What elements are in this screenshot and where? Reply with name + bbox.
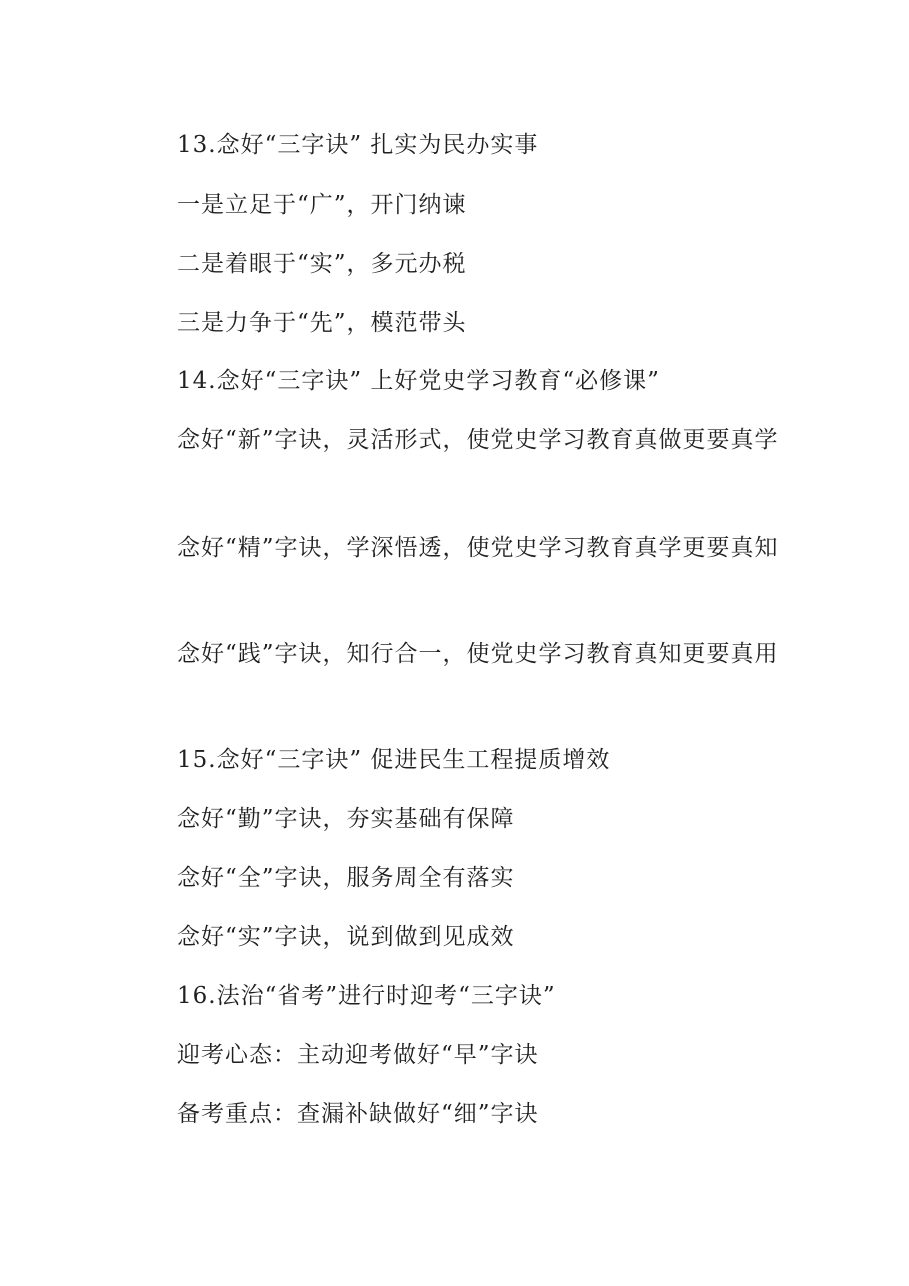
paragraph-14-2: 念好“精”字诀，学深悟透，使党史学习教育真学更要真知 xyxy=(177,535,779,561)
paragraph-13-2: 二是着眼于“实”，多元办税 xyxy=(177,251,467,277)
paragraph-16-2: 备考重点：查漏补缺做好“细”字诀 xyxy=(177,1101,539,1127)
heading-14: 14.念好“三字诀” 上好党史学习教育“必修课” xyxy=(177,368,660,394)
heading-15: 15.念好“三字诀” 促进民生工程提质增效 xyxy=(177,747,611,773)
paragraph-14-1: 念好“新”字诀，灵活形式，使党史学习教育真做更要真学 xyxy=(177,427,779,453)
heading-13: 13.念好“三字诀” 扎实为民办实事 xyxy=(177,132,539,158)
paragraph-15-3: 念好“实”字诀，说到做到见成效 xyxy=(177,924,515,950)
paragraph-13-3: 三是力争于“先”，模范带头 xyxy=(177,310,467,336)
paragraph-15-1: 念好“勤”字诀，夯实基础有保障 xyxy=(177,806,515,832)
heading-16: 16.法治“省考”进行时迎考“三字诀” xyxy=(177,983,556,1009)
paragraph-13-1: 一是立足于“广”，开门纳谏 xyxy=(177,192,467,218)
paragraph-16-1: 迎考心态：主动迎考做好“早”字诀 xyxy=(177,1042,539,1068)
paragraph-15-2: 念好“全”字诀，服务周全有落实 xyxy=(177,865,515,891)
paragraph-14-3: 念好“践”字诀，知行合一，使党史学习教育真知更要真用 xyxy=(177,641,779,667)
